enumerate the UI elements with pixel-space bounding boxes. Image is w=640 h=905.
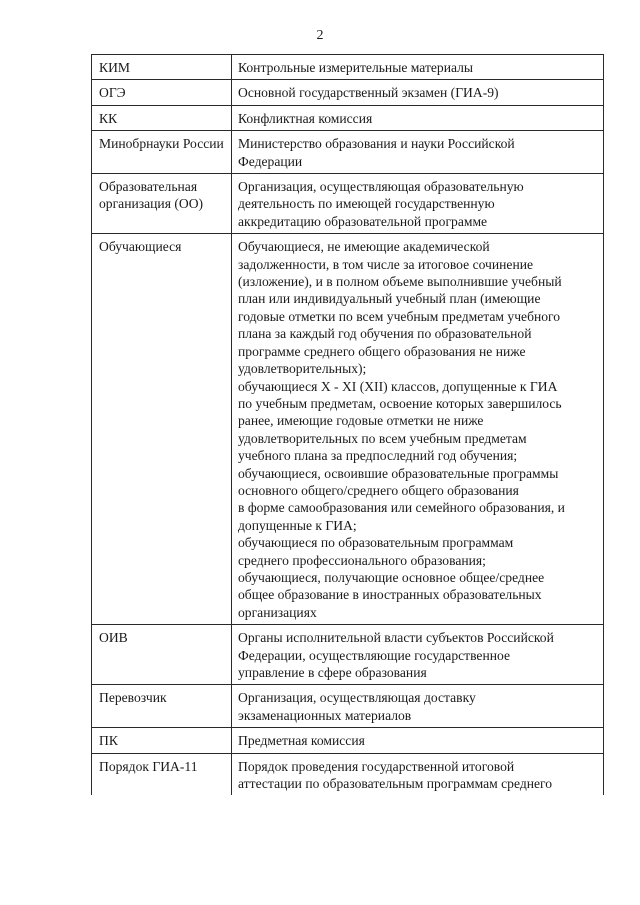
definition-line: плана за каждый год обучения по образовательной [238, 326, 532, 342]
definition-line: управление в сфере образования [238, 665, 427, 680]
term-cell: Минобрнауки России [92, 131, 232, 174]
term-cell: КИМ [92, 55, 232, 80]
table-row [92, 685, 604, 728]
definition-line: аккредитацию образовательной программе [238, 213, 488, 229]
definition-cell [232, 174, 604, 234]
term-cell: Образовательная организация (ОО) [92, 174, 232, 234]
definition-cell [232, 625, 604, 685]
table-row [92, 625, 604, 685]
definition-line: обучающиеся X - XI (XII) классов, допущенные к ГИА [238, 378, 558, 394]
definition-line: Порядок проведения государственной итоговой [238, 758, 515, 774]
definition-line: Органы исполнительной власти субъектов Российской [238, 630, 554, 646]
definition-line: (изложение), и в полном объеме выполнившие учебный [238, 274, 562, 290]
definition-line: общее образование в иностранных образовательных [238, 587, 542, 603]
definition-line: среднего профессионального образования; [238, 552, 486, 568]
definition-line: Основной государственный экзамен (ГИА-9) [238, 85, 499, 101]
term-cell: КК [92, 105, 232, 130]
term-cell: Перевозчик [92, 685, 232, 728]
term-cell: ПК [92, 728, 232, 753]
abbreviations-table-body [92, 55, 604, 796]
definition-line: Предметная комиссия [238, 733, 365, 749]
definition-line: Министерство образования и науки Российской [238, 136, 515, 152]
definition-line: обучающиеся, освоившие образовательные программы [238, 465, 559, 481]
term-cell: Порядок ГИА-11 [92, 753, 232, 795]
definition-line: Федерации [238, 153, 303, 169]
definition-line: годовые отметки по всем учебным предметам учебного [238, 308, 561, 324]
table-row [92, 174, 604, 234]
definition-cell [232, 80, 604, 105]
definition-line: деятельность по имеющей государственную [238, 196, 495, 212]
table-row [92, 753, 604, 795]
table-row [92, 105, 604, 130]
definition-line: аттестации по образовательным программам среднего [238, 776, 553, 792]
definition-line: организациях [238, 604, 317, 620]
term-cell: ОГЭ [92, 80, 232, 105]
definition-line: основного общего/среднего общего образования [238, 482, 519, 498]
definition-cell [232, 234, 604, 625]
term-cell: Обучающиеся [92, 234, 232, 625]
abbreviations-table [91, 54, 604, 795]
term-cell: ОИВ [92, 625, 232, 685]
definition-line: в форме самообразования или семейного образования, и [238, 500, 565, 516]
table-row [92, 234, 604, 625]
definition-line: удовлетворительных); [238, 361, 367, 377]
definition-line: Организация, осуществляющая доставку [238, 690, 476, 706]
definition-cell [232, 728, 604, 753]
definition-line: Контрольные измерительные материалы [238, 60, 474, 75]
page-number: 2 [316, 28, 324, 43]
definition-line: ранее, имеющие годовые отметки не ниже [238, 413, 484, 429]
definition-cell [232, 55, 604, 80]
definition-line: допущенные к ГИА; [238, 517, 357, 533]
definition-line: Конфликтная комиссия [238, 110, 373, 126]
table-row [92, 131, 604, 174]
definition-line: по учебным предметам, освоение которых завершилось [238, 395, 562, 411]
table-row [92, 55, 604, 80]
definition-cell [232, 685, 604, 728]
definition-line: Организация, осуществляющая образовательную [238, 179, 524, 195]
definition-line: обучающиеся, получающие основное общее/среднее [238, 569, 545, 585]
definition-line: удовлетворительных по всем учебным предметам [238, 430, 527, 446]
definition-line: Обучающиеся, не имеющие академической [238, 239, 490, 255]
table-row [92, 80, 604, 105]
definition-line: обучающиеся по образовательным программам [238, 535, 514, 551]
definition-cell [232, 131, 604, 174]
definition-line: задолженности, в том числе за итоговое сочинение [238, 256, 534, 272]
definition-line: программе среднего общего образования не ниже [238, 343, 526, 359]
definition-line: Федерации, осуществляющие государственное [238, 647, 511, 663]
definition-line: учебного плана за предпоследний год обучения; [238, 448, 518, 464]
table-row [92, 728, 604, 753]
definition-line: план или индивидуальный учебный план (имеющие [238, 291, 541, 307]
definition-line: экзаменационных материалов [238, 707, 412, 723]
definition-cell [232, 753, 604, 795]
definition-cell [232, 105, 604, 130]
